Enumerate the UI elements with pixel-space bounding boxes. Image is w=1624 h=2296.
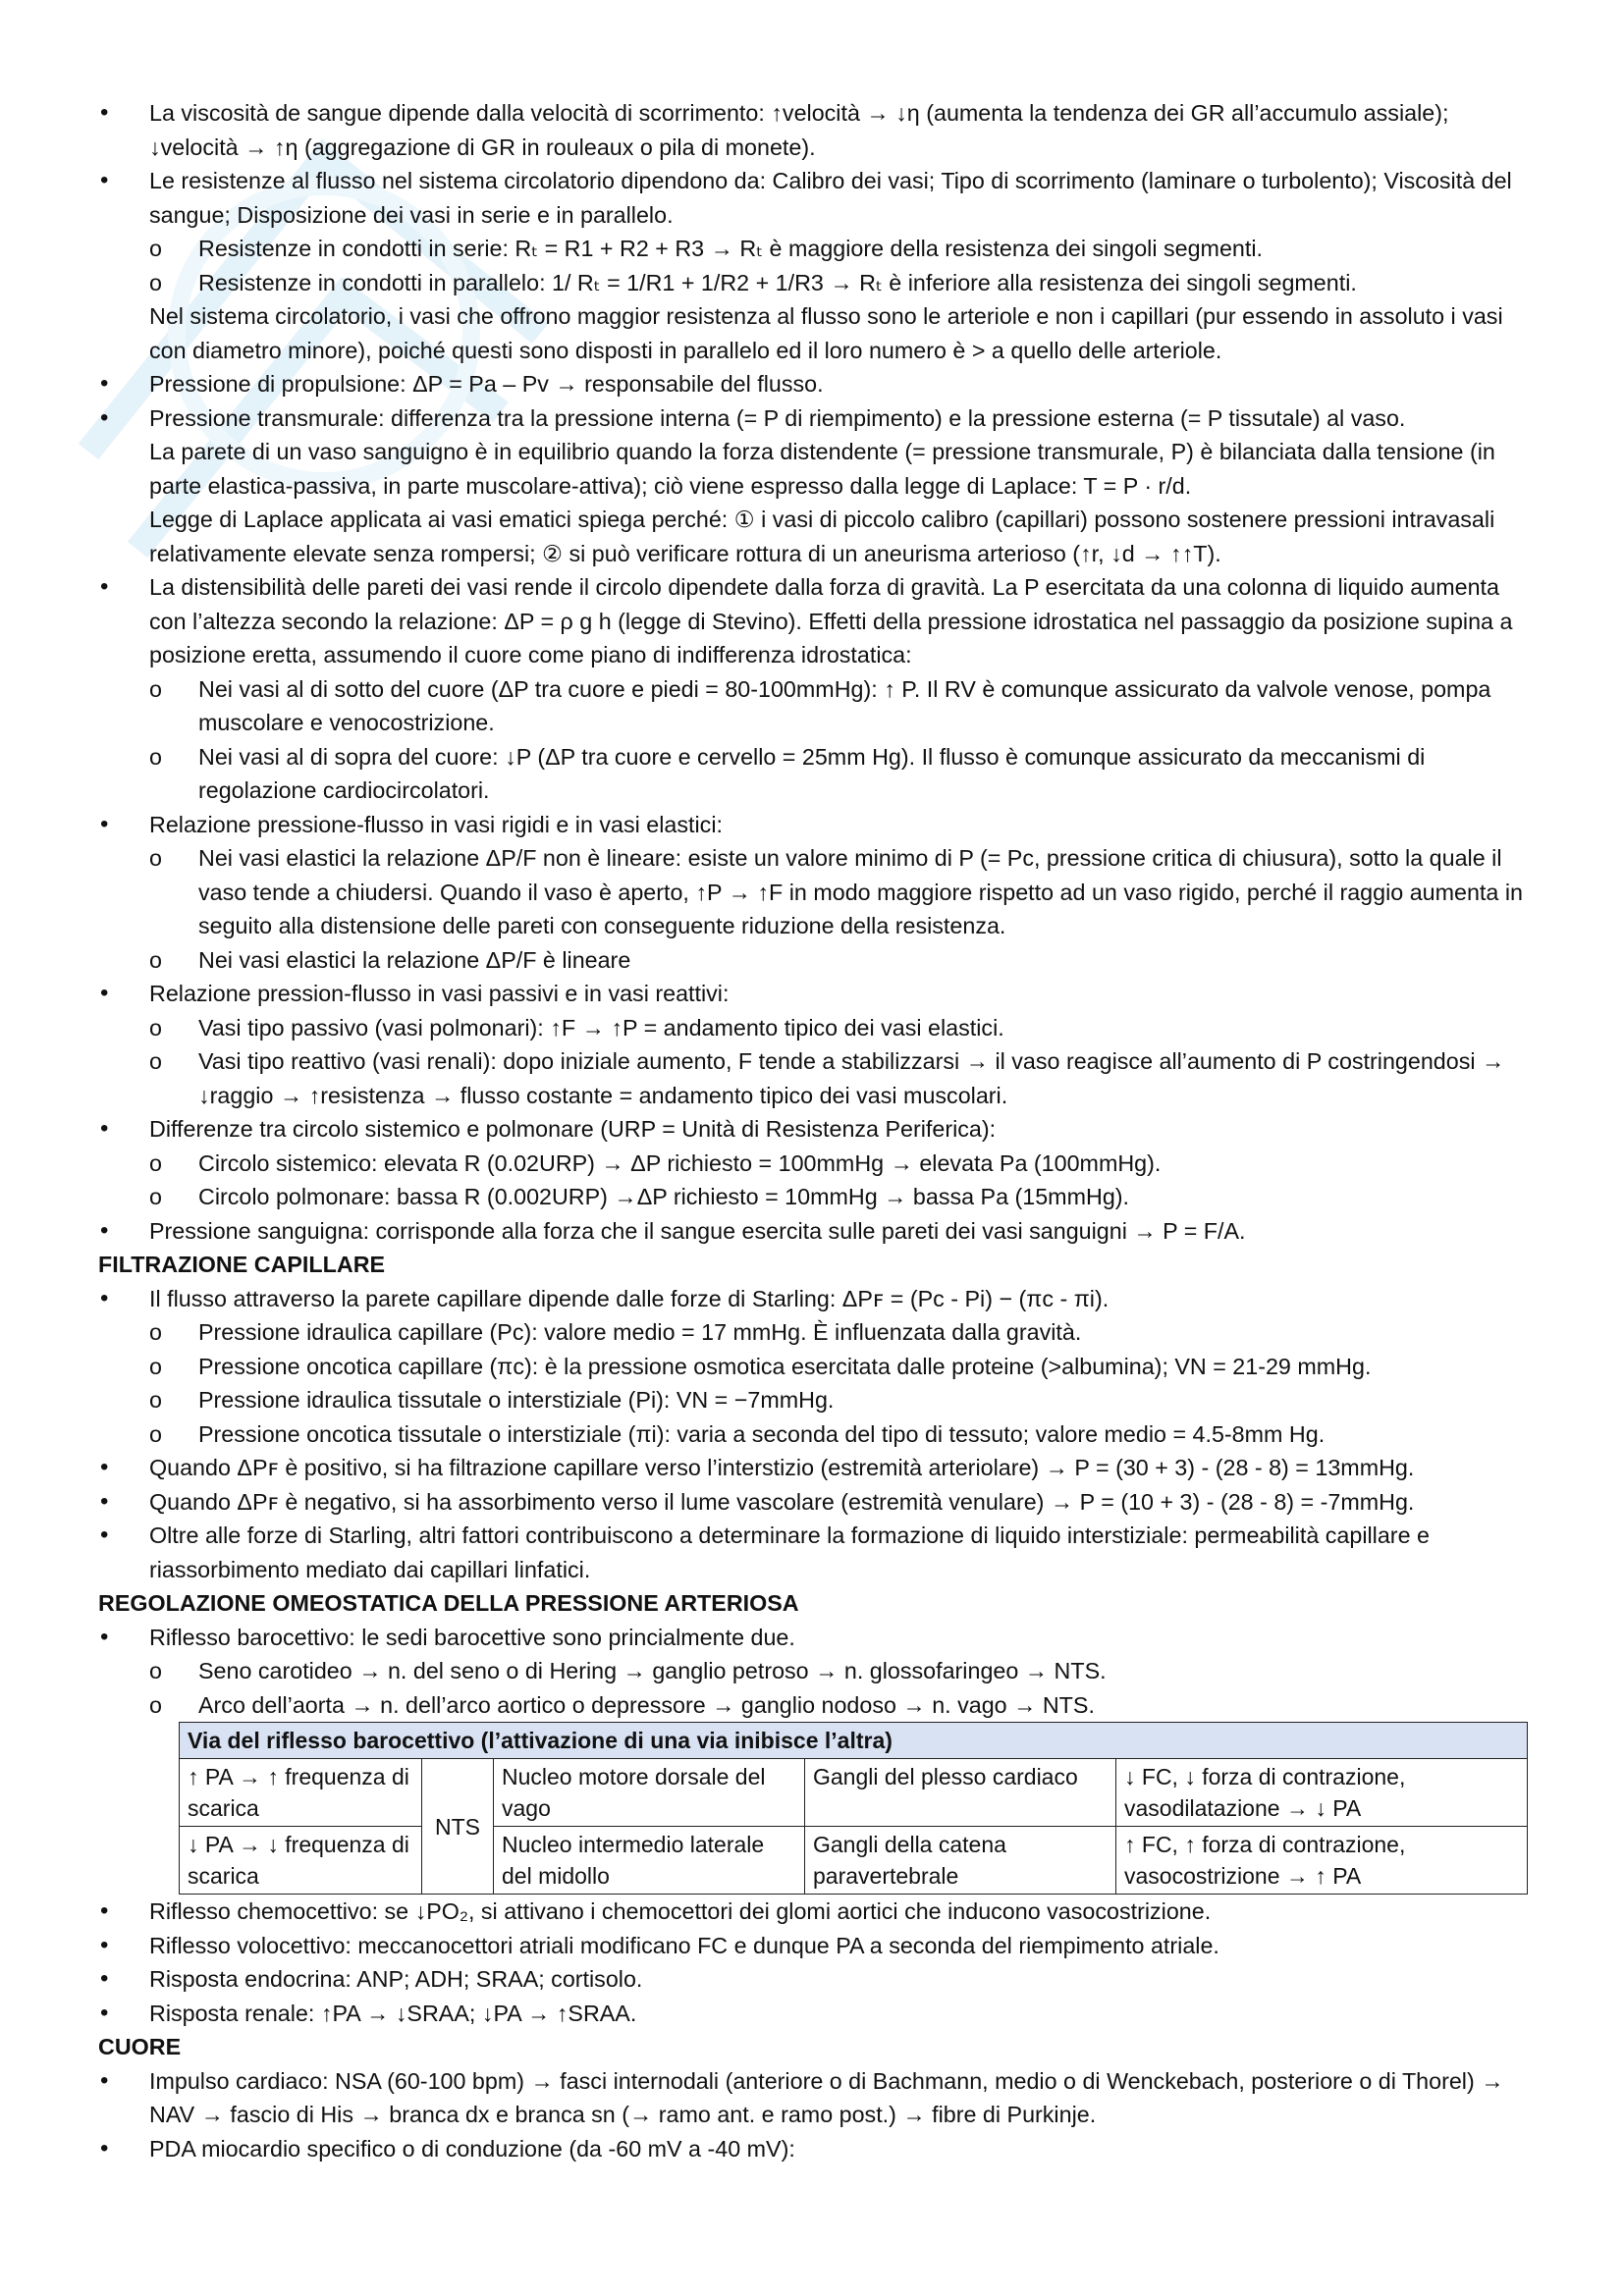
table-cell: Nucleo intermedio laterale del midollo xyxy=(494,1827,805,1895)
bullet-item: • Differenze tra circolo sistemico e polmonare (URP = Unità di Resistenza Periferica): xyxy=(98,1112,1532,1147)
bullet-item: • PDA miocardio specifico o di conduzione (da -60 mV a -40 mV): xyxy=(98,2132,1532,2166)
bullet-item: • Il flusso attraverso la parete capillare dipende dalle forze di Starling: ΔPꜰ = (Pc - Pi) − (πc - πi). xyxy=(98,1282,1532,1316)
table-cell-nts: NTS xyxy=(422,1759,494,1895)
paragraph: La parete di un vaso sanguigno è in equilibrio quando la forza distendente (= pressione transmurale, P) è bilanciata dalla tensione (in parte elastica-passiva, in parte muscolare-attiva); ciò viene espresso dalla legge di Laplace: T = P · r/d. xyxy=(149,439,1495,499)
notes-section-2 xyxy=(98,1895,1532,2165)
notes-section-1 xyxy=(98,96,1532,1722)
bullet-item: • La viscosità de sangue dipende dalla velocità di scorrimento: ↑velocità → ↓η (aumenta la tendenza dei GR all’accumulo assiale); ↓velocità → ↑η (aggregazione di GR in rouleaux o pila di monete). xyxy=(98,96,1532,164)
section-heading: REGOLAZIONE OMEOSTATICA DELLA PRESSIONE ARTERIOSA xyxy=(98,1590,799,1616)
bullet-item: • Risposta endocrina: ANP; ADH; SRAA; cortisolo. xyxy=(98,1962,1532,1997)
sub-bullet-item: o Circolo sistemico: elevata R (0.02URP) → ΔP richiesto = 100mmHg → elevata Pa (100mmHg). xyxy=(98,1147,1532,1181)
table-cell: ↓ PA → ↓ frequenza di scarica xyxy=(180,1827,422,1895)
sub-bullet-item: o Circolo polmonare: bassa R (0.002URP) →ΔP richiesto = 10mmHg → bassa Pa (15mmHg). xyxy=(98,1180,1532,1214)
bullet-item: • La distensibilità delle pareti dei vasi rende il circolo dipendete dalla forza di gravità. La P esercitata da una colonna di liquido aumenta con l’altezza secondo la relazione: ΔP = ρ g h (legge di Stevino). Effetti della pressione idrostatica nel passaggio da posizione supina a posizione eretta, assumendo il cuore come piano di indifferenza idrostatica: xyxy=(98,570,1532,672)
bullet-item: • Relazione pressione-flusso in vasi rigidi e in vasi elastici: xyxy=(98,808,1532,842)
table-title: Via del riflesso barocettivo (l’attivazione di una via inibisce l’altra) xyxy=(180,1723,1528,1759)
sub-bullet-item: o Vasi tipo passivo (vasi polmonari): ↑F → ↑P = andamento tipico dei vasi elastici. xyxy=(98,1011,1532,1045)
table-cell: ↑ PA → ↑ frequenza di scarica xyxy=(180,1759,422,1827)
bullet-item: • Oltre alle forze di Starling, altri fattori contribuiscono a determinare la formazione di liquido interstiziale: permeabilità capillare e riassorbimento mediato dai capillari linfatici. xyxy=(98,1519,1532,1586)
section-heading: FILTRAZIONE CAPILLARE xyxy=(98,1252,386,1277)
bullet-item: • Quando ΔPꜰ è positivo, si ha filtrazione capillare verso l’interstizio (estremità arteriolare) → P = (30 + 3) - (28 - 8) = 13mmHg. xyxy=(98,1451,1532,1485)
sub-bullet-item: o Pressione oncotica capillare (πc): è la pressione osmotica esercitata dalle proteine (>albumina); VN = 21-29 mmHg. xyxy=(98,1350,1532,1384)
bullet-item: • Riflesso volocettivo: meccanocettori atriali modificano FC e dunque PA a seconda del riempimento atriale. xyxy=(98,1929,1532,1963)
sub-bullet-item: o Pressione idraulica capillare (Pc): valore medio = 17 mmHg. È influenzata dalla gravità. xyxy=(98,1315,1532,1350)
table-cell: ↓ FC, ↓ forza di contrazione, vasodilatazione → ↓ PA xyxy=(1116,1759,1528,1827)
bullet-item: • Riflesso chemocettivo: se ↓PO₂, si attivano i chemocettori dei glomi aortici che inducono vasocostrizione. xyxy=(98,1895,1532,1929)
sub-bullet-item: o Arco dell’aorta → n. dell’arco aortico o depressore → ganglio nodoso → n. vago → NTS. xyxy=(98,1688,1532,1723)
bullet-item: • Relazione pression-flusso in vasi passivi e in vasi reattivi: xyxy=(98,977,1532,1011)
bullet-item: • Impulso cardiaco: NSA (60-100 bpm) → fasci internodali (anteriore o di Bachmann, medio o di Wenckebach, posteriore o di Thorel) → NAV → fascio di His → branca dx e branca sn (→ ramo ant. e ramo post.) → fibre di Purkinje. xyxy=(98,2064,1532,2132)
section-heading: CUORE xyxy=(98,2034,182,2059)
bullet-item: • Pressione transmurale: differenza tra la pressione interna (= P di riempimento) e la pressione esterna (= P tissutale) al vaso. xyxy=(98,401,1532,436)
table-cell: Nucleo motore dorsale del vago xyxy=(494,1759,805,1827)
baroreflex-table xyxy=(179,1722,1528,1895)
sub-bullet-item: o Nei vasi elastici la relazione ΔP/F è lineare xyxy=(98,943,1532,978)
paragraph: Nel sistema circolatorio, i vasi che offrono maggior resistenza al flusso sono le arteriole e non i capillari (pur essendo in assoluto i vasi con diametro minore), poiché questi sono disposti in parallelo ed il loro numero è > a quello delle arteriole. xyxy=(149,303,1503,363)
bullet-item: • Riflesso barocettivo: le sedi barocettive sono princialmente due. xyxy=(98,1621,1532,1655)
table-cell: ↑ FC, ↑ forza di contrazione, vasocostrizione → ↑ PA xyxy=(1116,1827,1528,1895)
bullet-item: • Pressione sanguigna: corrisponde alla forza che il sangue esercita sulle pareti dei vasi sanguigni → P = F/A. xyxy=(98,1214,1532,1249)
sub-bullet-item: o Nei vasi al di sopra del cuore: ↓P (ΔP tra cuore e cervello = 25mm Hg). Il flusso è comunque assicurato da meccanismi di regolazione cardiocircolatori. xyxy=(98,740,1532,808)
sub-bullet-item: o Nei vasi al di sotto del cuore (ΔP tra cuore e piedi = 80-100mmHg): ↑ P. Il RV è comunque assicurato da valvole venose, pompa muscolare e venocostrizione. xyxy=(98,672,1532,740)
sub-bullet-item: o Resistenze in condotti in parallelo: 1/ Rₜ = 1/R1 + 1/R2 + 1/R3 → Rₜ è inferiore alla resistenza dei singoli segmenti. xyxy=(98,266,1532,300)
table-cell: Gangli della catena paravertebrale xyxy=(805,1827,1116,1895)
sub-bullet-item: o Seno carotideo → n. del seno o di Hering → ganglio petroso → n. glossofaringeo → NTS. xyxy=(98,1654,1532,1688)
sub-bullet-item: o Vasi tipo reattivo (vasi renali): dopo iniziale aumento, F tende a stabilizzarsi → il vaso reagisce all’aumento di P costringendosi → ↓raggio → ↑resistenza → flusso costante = andamento tipico dei vasi muscolari. xyxy=(98,1044,1532,1112)
table-cell: Gangli del plesso cardiaco xyxy=(805,1759,1116,1827)
sub-bullet-item: o Resistenze in condotti in serie: Rₜ = R1 + R2 + R3 → Rₜ è maggiore della resistenza dei singoli segmenti. xyxy=(98,232,1532,266)
sub-bullet-item: o Pressione idraulica tissutale o interstiziale (Pi): VN = −7mmHg. xyxy=(98,1383,1532,1417)
document-body xyxy=(98,96,1532,2165)
bullet-item: • Quando ΔPꜰ è negativo, si ha assorbimento verso il lume vascolare (estremità venulare) → P = (10 + 3) - (28 - 8) = -7mmHg. xyxy=(98,1485,1532,1520)
sub-bullet-item: o Nei vasi elastici la relazione ΔP/F non è lineare: esiste un valore minimo di P (= Pc, pressione critica di chiusura), sotto la quale il vaso tende a chiudersi. Quando il vaso è aperto, ↑P → ↑F in modo maggiore rispetto ad un vaso rigido, perché il raggio aumenta in seguito alla distensione delle pareti con conseguente riduzione della resistenza. xyxy=(98,841,1532,943)
paragraph: Legge di Laplace applicata ai vasi ematici spiega perché: ① i vasi di piccolo calibro (capillari) possono sostenere pressioni intravasali relativamente elevate senza rompersi; ② si può verificare rottura di un aneurisma arterioso (↑r, ↓d → ↑↑T). xyxy=(149,507,1495,566)
bullet-item: • Le resistenze al flusso nel sistema circolatorio dipendono da: Calibro dei vasi; Tipo di scorrimento (laminare o turbolento); Viscosità del sangue; Disposizione dei vasi in serie e in parallelo. xyxy=(98,164,1532,232)
bullet-item: • Pressione di propulsione: ΔP = Pa – Pv → responsabile del flusso. xyxy=(98,367,1532,401)
table-row xyxy=(180,1827,1528,1895)
table-row xyxy=(180,1759,1528,1827)
bullet-item: • Risposta renale: ↑PA → ↓SRAA; ↓PA → ↑SRAA. xyxy=(98,1997,1532,2031)
sub-bullet-item: o Pressione oncotica tissutale o interstiziale (πi): varia a seconda del tipo di tessuto; valore medio = 4.5-8mm Hg. xyxy=(98,1417,1532,1452)
